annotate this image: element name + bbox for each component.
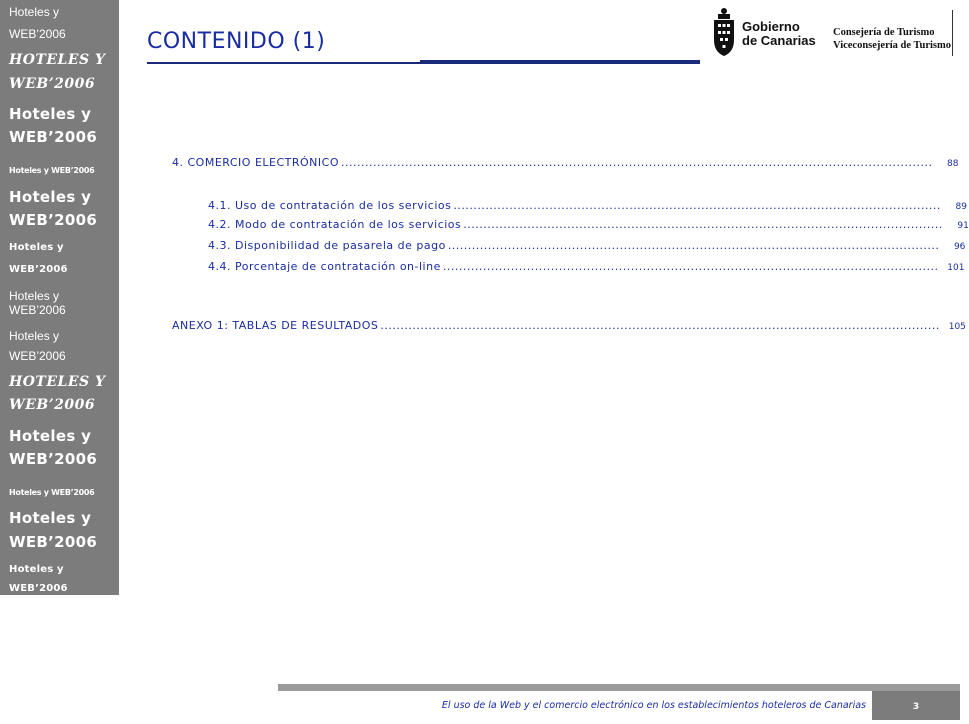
toc-entry[interactable]	[208, 260, 965, 273]
sidebar-text: WEB’2006	[9, 264, 68, 275]
sidebar-text: Hoteles y	[9, 105, 92, 123]
government-logo	[712, 6, 960, 62]
footer-caption: El uso de la Web y el comercio electrónico en los establecimientos hoteleros de Canarias	[441, 700, 866, 711]
toc-leader: ........................................................................................................................	[463, 218, 943, 231]
department-name: Consejería de Turismo Viceconsejería de Turismo	[833, 27, 952, 51]
toc-label: ANEXO 1: TABLAS DE RESULTADOS	[172, 319, 379, 332]
toc-entry[interactable]	[172, 156, 959, 169]
sidebar-text: WEB’2006	[9, 303, 66, 317]
toc-entry[interactable]	[208, 199, 967, 212]
toc-leader: ..........................................................................................................................	[453, 199, 941, 212]
sidebar-text: WEB’2006	[9, 533, 98, 551]
toc-page-number: 105	[948, 322, 966, 332]
sidebar-text: Hoteles y	[9, 329, 60, 343]
toc-leader: ...........................................................................................................................	[447, 239, 940, 252]
sidebar-text: WEB’2006	[9, 76, 96, 92]
sidebar-text: HOTELES Y	[9, 374, 106, 390]
toc-leader: ............................................................................................................................................	[380, 319, 940, 332]
sidebar-text: Hoteles y	[9, 509, 92, 527]
toc-entry[interactable]	[172, 319, 966, 332]
sidebar-text: Hoteles y WEB’2006	[9, 488, 95, 497]
sidebar-text: WEB’2006	[9, 450, 98, 468]
toc-label: 4.4. Porcentaje de contratación on-line	[208, 260, 441, 273]
sidebar-text: Hoteles y WEB’2006	[9, 166, 95, 175]
sidebar-text: Hoteles y	[9, 289, 60, 303]
sidebar-text: WEB’2006	[9, 211, 98, 229]
toc-entry[interactable]	[208, 239, 966, 252]
toc-page-number: 101	[947, 263, 965, 273]
toc-page-number: 96	[953, 242, 966, 252]
sidebar-text: WEB’2006	[9, 583, 68, 594]
page-title: CONTENIDO (1)	[147, 29, 326, 54]
sidebar-text: WEB’2006	[9, 27, 66, 41]
toc-label: 4.2. Modo de contratación de los servicios	[208, 218, 462, 231]
page-number-badge: 3	[872, 691, 960, 720]
sidebar-text: WEB’2006	[9, 397, 96, 413]
sidebar-text: WEB’2006	[9, 128, 98, 146]
sidebar-text: HOTELES Y	[9, 52, 106, 68]
sidebar-text: WEB’2006	[9, 349, 66, 363]
footer-rule	[278, 684, 960, 691]
sidebar-text: Hoteles y	[9, 242, 64, 253]
toc-label: 4. COMERCIO ELECTRÓNICO	[172, 156, 339, 169]
sidebar-watermark	[0, 0, 119, 595]
sidebar-text: Hoteles y	[9, 427, 92, 445]
toc-page-number: 89	[955, 202, 967, 212]
toc-label: 4.1. Uso de contratación de los servicios	[208, 199, 452, 212]
toc-entry[interactable]	[208, 218, 969, 231]
toc-page-number: 88	[947, 159, 959, 169]
sidebar-text: Hoteles y	[9, 188, 92, 206]
logo-divider	[952, 10, 953, 56]
toc-leader: ....................................................................................................................................................	[341, 156, 933, 169]
coat-of-arms-icon	[712, 6, 736, 58]
sidebar-text: Hoteles y	[9, 564, 64, 575]
toc-label: 4.3. Disponibilidad de pasarela de pago	[208, 239, 446, 252]
government-name: Gobierno de Canarias	[742, 19, 816, 48]
title-underline-accent	[420, 60, 700, 64]
toc-page-number: 91	[957, 221, 969, 231]
sidebar-text: Hoteles y	[9, 5, 60, 19]
toc-leader: ............................................................................................................................	[442, 260, 939, 273]
